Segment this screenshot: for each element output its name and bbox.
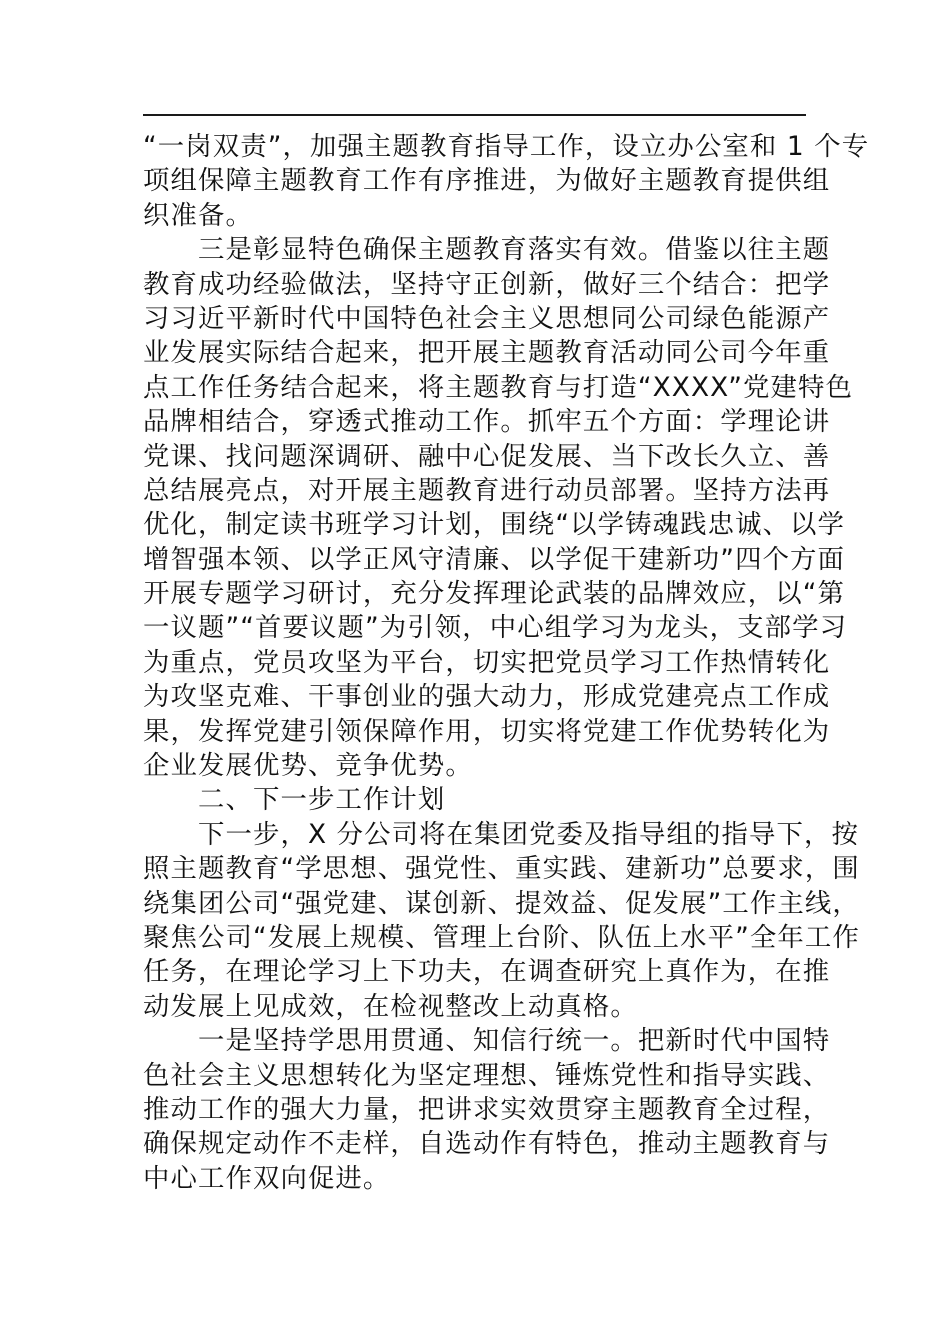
document-body bbox=[143, 130, 870, 1196]
text-line: 中心工作双向促进。 bbox=[143, 1162, 391, 1194]
text-line: 点工作任务结合起来，将主题教育与打造“XXXX”党建特色 bbox=[143, 371, 853, 403]
text-line: 优化，制定读书班学习计划，围绕“以学铸魂践忠诚、以学 bbox=[143, 509, 846, 541]
section-heading bbox=[143, 783, 806, 817]
section-heading-text: 二、下一步工作计划 bbox=[198, 784, 446, 816]
text-line: 开展专题学习研讨，充分发挥理论武装的品牌效应，以“第 bbox=[143, 578, 846, 610]
text-line: 聚焦公司“发展上规模、管理上台阶、队伍上水平”全年工作 bbox=[143, 921, 860, 953]
text-line: 一是坚持学思用贯通、知信行统一。把新时代中国特 bbox=[198, 1025, 831, 1057]
text-line: 企业发展优势、竞争优势。 bbox=[143, 750, 473, 782]
text-line: “一岗双责”，加强主题教育指导工作，设立办公室和 1 个专 bbox=[143, 131, 870, 162]
text-line: 确保规定动作不走样，自选动作有特色，推动主题教育与 bbox=[143, 1128, 831, 1160]
text-line: 动发展上见成效，在检视整改上动真格。 bbox=[143, 990, 638, 1022]
text-line: 一议题”“首要议题”为引领，中心组学习为龙头，支部学习 bbox=[143, 612, 848, 644]
text-line: 教育成功经验做法，坚持守正创新，做好三个结合：把学 bbox=[143, 268, 831, 300]
text-line: 品牌相结合，穿透式推动工作。抓牢五个方面：学理论讲 bbox=[143, 406, 831, 438]
text-line: 总结展亮点，对开展主题教育进行动员部署。坚持方法再 bbox=[143, 474, 831, 506]
text-line: 果，发挥党建引领保障作用，切实将党建工作优势转化为 bbox=[143, 715, 831, 747]
text-line: 下一步，X 分公司将在集团党委及指导组的指导下，按 bbox=[198, 818, 859, 850]
text-line: 绕集团公司“强党建、谋创新、提效益、促发展”工作主线， bbox=[143, 887, 860, 919]
text-line: 织准备。 bbox=[143, 199, 253, 231]
text-line: 任务，在理论学习上下功夫，在调查研究上真作为，在推 bbox=[143, 956, 831, 988]
text-line: 增智强本领、以学正风守清廉、以学促干建新功”四个方面 bbox=[143, 543, 846, 575]
paragraph-point-three bbox=[143, 233, 853, 783]
paragraph-next-steps bbox=[143, 818, 860, 1024]
text-line: 党课、找问题深调研、融中心促发展、当下改长久立、善 bbox=[143, 440, 831, 472]
text-line: 三是彰显特色确保主题教育落实有效。借鉴以往主题 bbox=[198, 234, 831, 266]
header-rule bbox=[143, 114, 806, 116]
text-line: 推动工作的强大力量，把讲求实效贯穿主题教育全过程， bbox=[143, 1093, 831, 1125]
paragraph-point-one bbox=[143, 1024, 831, 1196]
text-line: 照主题教育“学思想、强党性、重实践、建新功”总要求，围 bbox=[143, 853, 860, 885]
paragraph-continuation bbox=[143, 130, 870, 233]
text-line: 习习近平新时代中国特色社会主义思想同公司绿色能源产 bbox=[143, 302, 831, 334]
text-line: 项组保障主题教育工作有序推进，为做好主题教育提供组 bbox=[143, 165, 831, 197]
text-line: 业发展实际结合起来，把开展主题教育活动同公司今年重 bbox=[143, 337, 831, 369]
text-line: 为重点，党员攻坚为平台，切实把党员学习工作热情转化 bbox=[143, 646, 831, 678]
text-line: 色社会主义思想转化为坚定理想、锤炼党性和指导实践、 bbox=[143, 1059, 831, 1091]
text-line: 为攻坚克难、干事创业的强大动力，形成党建亮点工作成 bbox=[143, 681, 831, 713]
